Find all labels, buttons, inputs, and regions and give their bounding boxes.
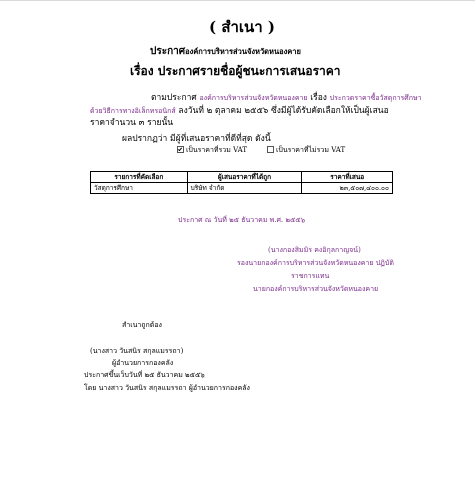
vat-include-checkbox[interactable] [177, 146, 184, 153]
body-line1-project: ประกวดราคาซื้อวัสดุการศึกษา [329, 94, 422, 102]
body-line1-c: เรื่อง [310, 93, 327, 103]
announce-prefix: ประกาศ [150, 46, 186, 57]
signature-position-3: นายกองค์การบริหารส่วนจังหวัดหนองคาย [253, 285, 379, 293]
body-line1-org: องค์การบริหารส่วนจังหวัดหนองคาย [199, 94, 308, 102]
table-row [91, 183, 393, 194]
certifier-position: ผู้อำนวยการกองคลัง [112, 359, 174, 367]
announcement-date: ประกาศ ณ วันที่ ๒๕ ธันวาคม พ.ศ. ๒๕๕๖ [178, 216, 306, 224]
copy-label: ( สำเนา ) [209, 18, 276, 36]
cell-bidder: บริษัท จำกัด [187, 183, 302, 194]
body-line1-a: ตามประกาศ [151, 93, 197, 103]
vat-exclude-label: เป็นราคาที่ไม่รวม VAT [276, 146, 346, 154]
body-line-3: ราคาจำนวน ๓ รายนั้น [90, 118, 174, 128]
signature-name: (นางกองสิมมิร คงอิกุลกาญจน์) [268, 246, 361, 254]
table-header-row [91, 172, 393, 183]
posted-date: ประกาศขึ้นเว็บวันที่ ๒๕ ธันวาคม ๒๕๕๖ [84, 371, 205, 379]
subject-heading: เรื่อง ประกาศรายชื่อผู้ชนะการเสนอราคา [130, 64, 341, 78]
body-line2-date: ลงวันที่ ๒ ตุลาคม ๒๕๕๖ ซึ่งมีผู้ได้รับคัดเลือกให้เป็นผู้เสนอ [178, 106, 389, 116]
signature-position-2: ราชการแทน [291, 272, 330, 280]
results-table [90, 171, 393, 194]
vat-include-option[interactable] [177, 145, 247, 156]
col-header-item: รายการที่คัดเลือก [91, 172, 188, 183]
vat-include-label: เป็นราคาที่รวม VAT [186, 146, 247, 154]
col-header-price: ราคาที่เสนอ [302, 172, 393, 183]
signature-position-1: รองนายกองค์การบริหารส่วนจังหวัดหนองคาย ปฏิบัติ [237, 259, 394, 267]
certifier-name: (นางสาว วันสนิร สกุลแมรรถา) [90, 347, 184, 355]
vat-exclude-option[interactable] [267, 145, 345, 156]
body-line-1 [151, 90, 422, 104]
body-line2-method: ด้วยวิธีการทางอิเล็กทรอนิกส์ [90, 107, 176, 115]
cell-item: วัสดุการศึกษา [91, 183, 188, 194]
announcement-heading [150, 44, 301, 59]
announce-org: องค์การบริหารส่วนจังหวัดหนองคาย [185, 47, 301, 56]
page-top-border [0, 0, 475, 1]
vat-exclude-checkbox[interactable] [267, 146, 274, 153]
certified-copy-label: สำเนาถูกต้อง [122, 321, 162, 329]
body-line-4: ผลปรากฏว่า มีผู้ที่เสนอราคาที่ดีที่สุด ดังนี้ [122, 134, 271, 144]
posted-by: โดย นางสาว วันสนิร สกุลแมรรถา ผู้อำนวยการกองคลัง [84, 384, 250, 392]
cell-price: ๒๓,๕๐๗,๔๐๐.๐๐ [302, 183, 393, 194]
col-header-bidder: ผู้เสนอราคาที่ได้ถูก [187, 172, 302, 183]
